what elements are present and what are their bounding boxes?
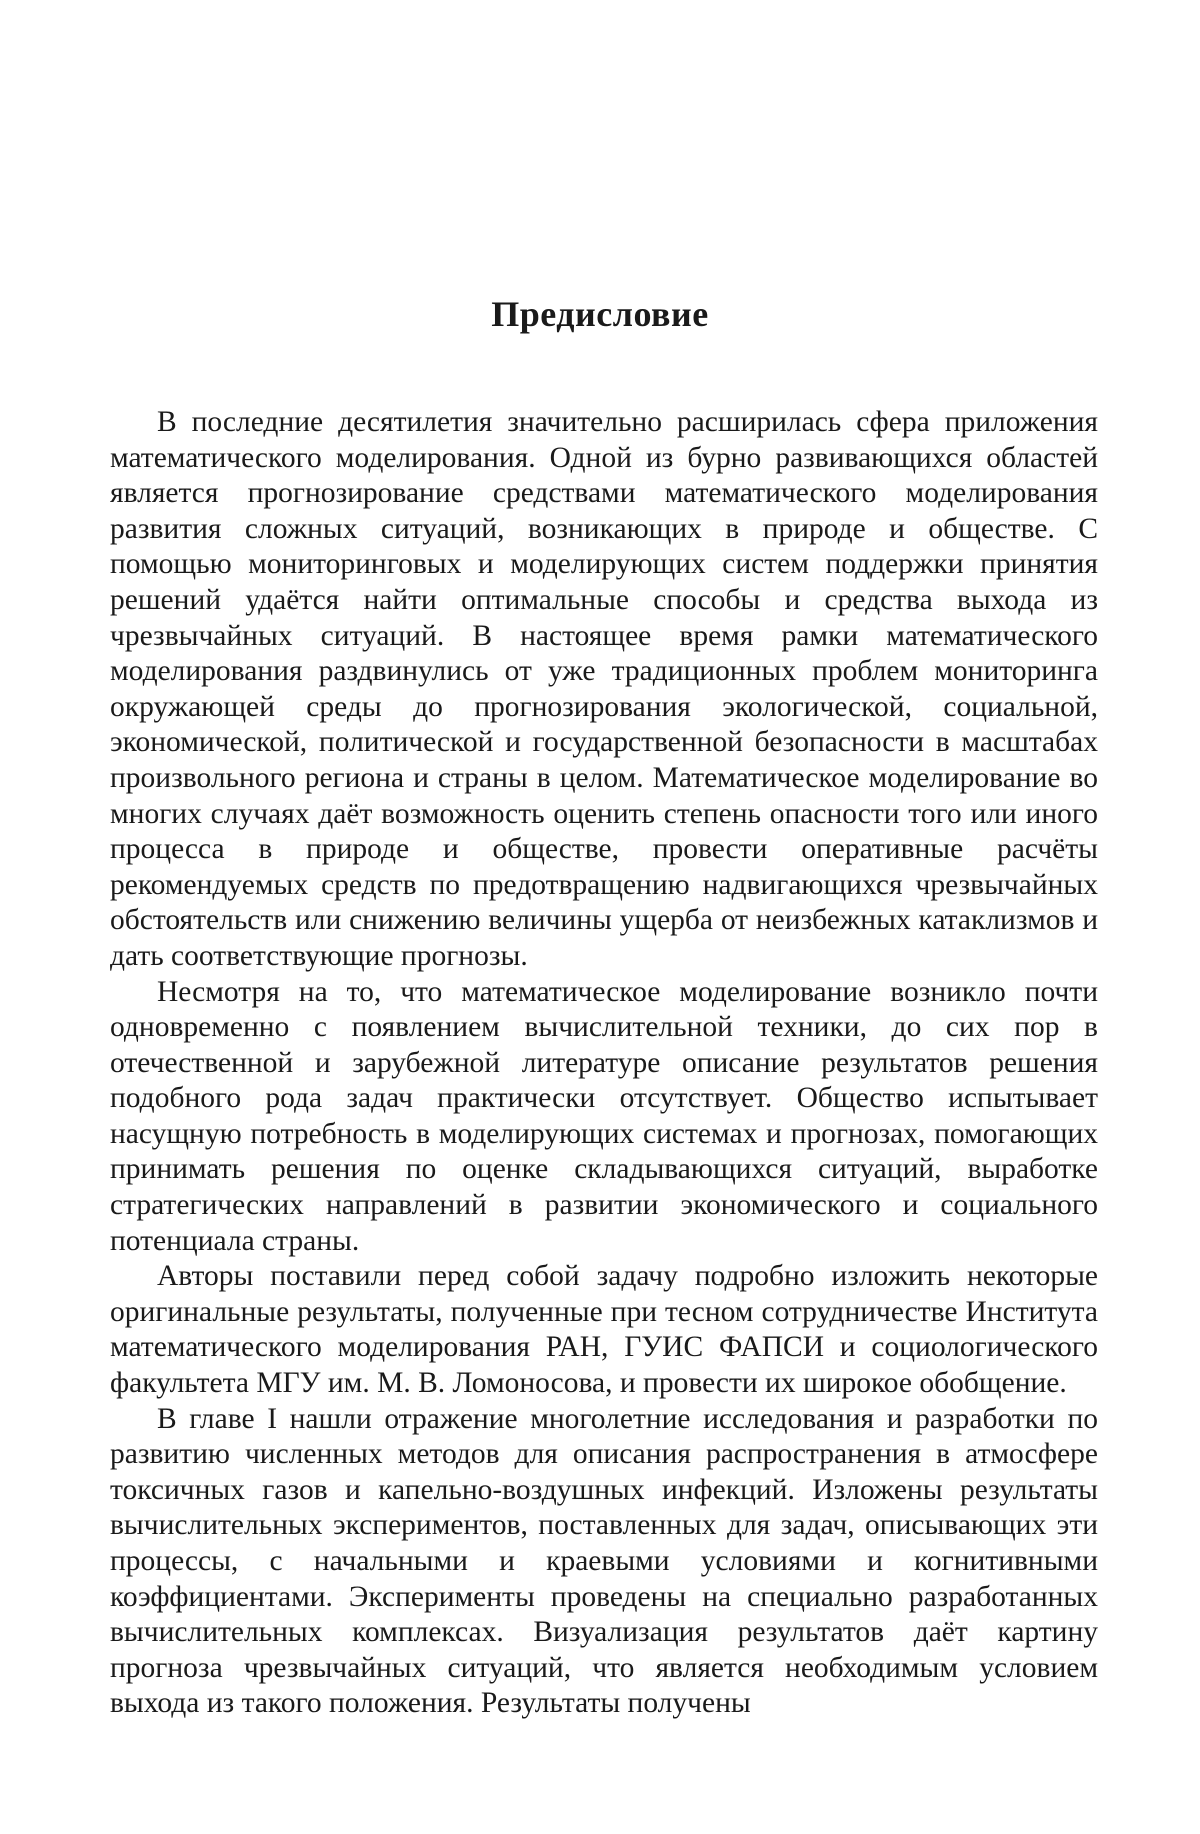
- preface-body: [110, 405, 1098, 1722]
- paragraph-4: В главе I нашли отражение многолетние исследования и разработки по развитию численных методов для описания распространения в атмосфере токсичных газов и капельно-воздушных инфекций. Изложены результаты вычислительных экспериментов, поставленных для задач, описывающих эти процессы, с начальными и краевыми условиями и когнитивными коэффициентами. Эксперименты проведены на специально разработанных вычислительных комплексах. Визуализация результатов даёт картину прогноза чрезвычайных ситуаций, что является необходимым условием выхода из такого положения. Результаты получены: [110, 1402, 1098, 1720]
- paragraph-1: В последние десятилетия значительно расширилась сфера приложения математического моделирования. Одной из бурно развивающихся областей является прогнозирование средствами математического моделирования развития сложных ситуаций, возникающих в природе и обществе. С помощью мониторинговых и моделирующих систем поддержки принятия решений удаётся найти оптимальные способы и средства выхода из чрезвычайных ситуаций. В настоящее время рамки математического моделирования раздвинулись от уже традиционных проблем мониторинга окружающей среды до прогнозирования экологической, социальной, экономической, политической и государственной безопасности в масштабах произвольного региона и страны в целом. Математическое моделирование во многих случаях даёт возможность оценить степень опасности того или иного процесса в природе и обществе, провести оперативные расчёты рекомендуемых средств по предотвращению надвигающихся чрезвычайных обстоятельств или снижению величины ущерба от неизбежных катаклизмов и дать соответствующие прогнозы.: [110, 406, 1098, 972]
- paragraph-3: Авторы поставили перед собой задачу подробно изложить некоторые оригинальные результаты, полученные при тесном сотрудничестве Института математического моделирования РАН, ГУИС ФАПСИ и социологического факультета МГУ им. М. В. Ломоносова, и провести их широкое обобщение.: [110, 1260, 1098, 1400]
- paragraph-2: Несмотря на то, что математическое моделирование возникло почти одновременно с появлением вычислительной техники, до сих пор в отечественной и зарубежной литературе описание результатов решения подобного рода задач практически отсутствует. Общество испытывает насущную потребность в моделирующих системах и прогнозах, помогающих принимать решения по оценке складывающихся ситуаций, выработке стратегических направлений в развитии экономического и социального потенциала страны.: [110, 975, 1098, 1257]
- page-title: Предисловие: [491, 294, 709, 334]
